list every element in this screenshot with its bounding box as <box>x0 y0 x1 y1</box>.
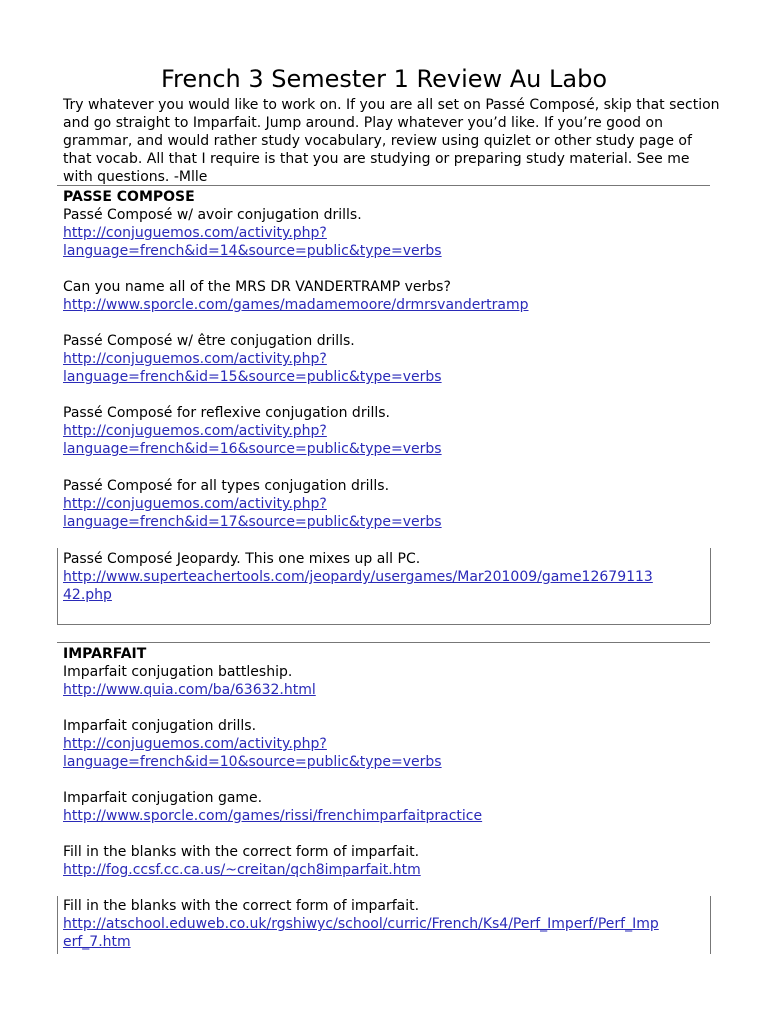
link-url-line1[interactable]: http://www.sporcle.com/games/rissi/frenchimparfaitpractice <box>63 808 483 824</box>
link-url-line1[interactable]: http://conjuguemos.com/activity.php? <box>63 496 327 512</box>
link-url-line1[interactable]: http://www.quia.com/ba/63632.html <box>63 682 316 698</box>
entry-description: Can you name all of the MRS DR VANDERTRAMP verbs? <box>63 279 451 295</box>
section-divider-passe-compose <box>57 185 710 186</box>
link-url-line1[interactable]: http://fog.ccsf.cc.ca.us/~creitan/qch8imparfait.htm <box>63 862 421 878</box>
entry-pc-reflexive <box>63 404 709 458</box>
entry-description: Passé Composé Jeopardy. This one mixes up all PC. <box>63 551 421 567</box>
page-title: French 3 Semester 1 Review Au Labo <box>160 65 608 93</box>
entry-description: Passé Composé for all types conjugation drills. <box>63 478 390 494</box>
link-url-line2[interactable]: language=french&id=16&source=public&type=verbs <box>63 441 442 457</box>
link-url-line1[interactable]: http://conjuguemos.com/activity.php? <box>63 351 327 367</box>
entry-description: Fill in the blanks with the correct form of imparfait. <box>63 844 420 860</box>
link-url-line2[interactable]: language=french&id=15&source=public&type=verbs <box>63 369 442 385</box>
entry-description: Passé Composé for reflexive conjugation drills. <box>63 405 390 421</box>
entry-description: Passé Composé w/ être conjugation drills. <box>63 333 355 349</box>
entry-imp-drills <box>63 717 709 771</box>
box-border-right <box>710 896 711 954</box>
entry-description: Imparfait conjugation game. <box>63 790 263 806</box>
link-url-line1[interactable]: http://conjuguemos.com/activity.php? <box>63 225 327 241</box>
entry-pc-jeopardy <box>63 550 709 604</box>
intro-paragraph: Try whatever you would like to work on. If you are all set on Passé Composé, skip that section and go straight to Imparfait. Jump around. Play whatever you’d like. If you’re good on grammar, and would rather study vocabulary, review using quizlet or other study page of that vocab. All that I require is that you are studying or preparing study material. See me with questions. -Mlle <box>63 97 720 185</box>
link-url-line2[interactable]: language=french&id=14&source=public&type=verbs <box>63 243 442 259</box>
entry-description: Imparfait conjugation battleship. <box>63 664 293 680</box>
entry-imp-fill-blanks-2 <box>63 897 709 951</box>
box-border-bottom <box>57 624 710 625</box>
link-url-line1[interactable]: http://atschool.eduweb.co.uk/rgshiwyc/school/curric/French/Ks4/Perf_Imperf/Perf_Imp <box>63 916 659 932</box>
entry-pc-vandertramp <box>63 278 709 314</box>
entry-description: Passé Composé w/ avoir conjugation drills. <box>63 207 362 223</box>
entry-imp-battleship <box>63 663 709 699</box>
entry-pc-avoir <box>63 206 709 260</box>
link-url-line2[interactable]: language=french&id=17&source=public&type=verbs <box>63 514 442 530</box>
box-border-left <box>57 548 58 624</box>
link-url-line1[interactable]: http://conjuguemos.com/activity.php? <box>63 736 327 752</box>
link-url-line2[interactable]: 42.php <box>63 587 112 603</box>
link-url-line1[interactable]: http://www.superteachertools.com/jeopardy/usergames/Mar201009/game12679113 <box>63 569 653 585</box>
link-url-line2[interactable]: language=french&id=10&source=public&type=verbs <box>63 754 442 770</box>
entry-pc-etre <box>63 332 709 386</box>
entry-imp-game <box>63 789 709 825</box>
link-url-line1[interactable]: http://conjuguemos.com/activity.php? <box>63 423 327 439</box>
section-divider-imparfait <box>57 642 710 643</box>
entry-pc-all-types <box>63 477 709 531</box>
section-heading-imparfait: IMPARFAIT <box>63 646 147 662</box>
entry-description: Fill in the blanks with the correct form of imparfait. <box>63 898 420 914</box>
box-border-right <box>710 548 711 624</box>
entry-description: Imparfait conjugation drills. <box>63 718 257 734</box>
link-url-line1[interactable]: http://www.sporcle.com/games/madamemoore/drmrsvandertramp <box>63 297 529 313</box>
link-url-line2[interactable]: erf_7.htm <box>63 934 131 950</box>
box-border-left <box>57 896 58 954</box>
section-heading-passe-compose: PASSE COMPOSE <box>63 189 195 205</box>
entry-imp-fill-blanks-1 <box>63 843 709 879</box>
